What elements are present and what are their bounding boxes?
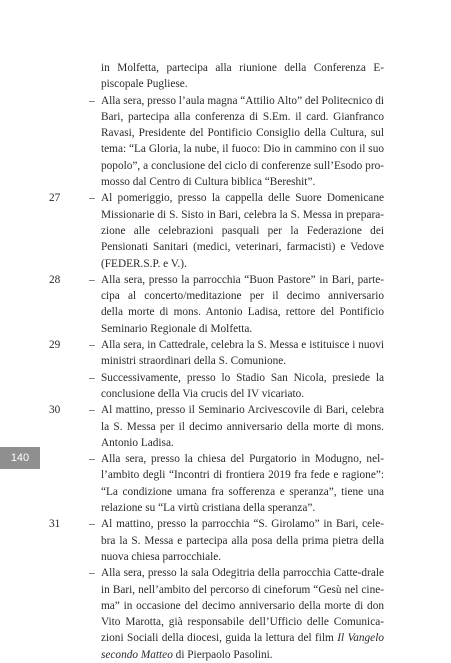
- text-row: [0, 370, 451, 386]
- text-row: [0, 109, 451, 125]
- text-row: [0, 500, 451, 516]
- text-segment: zioni Sociali della diocesi, guida la lettura del film: [101, 632, 338, 645]
- text-line: [101, 60, 384, 76]
- page-number-badge: 140: [0, 447, 40, 469]
- text-segment: cipa al concerto/meditazione per il decimo anniversario: [101, 290, 384, 303]
- text-row: [0, 484, 451, 500]
- text-segment: piscopale Pugliese.: [101, 78, 188, 91]
- text-line: [101, 419, 384, 435]
- text-row: [0, 125, 451, 141]
- text-row: [0, 60, 451, 76]
- text-segment: Alla sera, in Cattedrale, celebra la S. Messa e istituisce i nuovi: [101, 339, 384, 352]
- text-row: [0, 647, 451, 663]
- text-segment: Successivamente, presso lo Stadio San Nicola, presiede la: [101, 371, 384, 384]
- text-line: [101, 76, 384, 92]
- text-row: [0, 435, 451, 451]
- item-dash: –: [89, 339, 95, 352]
- text-row: [0, 141, 451, 157]
- text-line: [101, 223, 384, 239]
- text-line: [101, 647, 384, 663]
- text-segment: Alla sera, presso l’aula magna “Attilio Alto” del Politecnico di: [101, 94, 384, 107]
- text-row: [0, 565, 451, 581]
- text-segment: zione alle celebrazioni pasquali per la Federazione dei: [101, 224, 384, 237]
- text-line: [101, 158, 384, 174]
- text-segment: (FEDER.S.P. e V.).: [101, 257, 187, 270]
- text-line: [101, 402, 384, 418]
- text-segment: in Molfetta, partecipa alla riunione della Conferenza E-: [101, 62, 384, 74]
- text-segment: Alla sera, presso la parrocchia “Buon Pastore” in Bari, parte-: [101, 273, 384, 286]
- item-dash: –: [89, 371, 95, 384]
- text-row: [0, 272, 451, 288]
- text-row: [0, 288, 451, 304]
- text-line: [101, 582, 384, 598]
- entry-date: 30: [49, 404, 61, 417]
- entry-date: 31: [49, 518, 61, 531]
- text-row: [0, 190, 451, 206]
- film-title: Il Vangelo: [337, 632, 384, 645]
- text-line: [101, 93, 384, 109]
- text-line: [101, 337, 384, 353]
- text-row: [0, 533, 451, 549]
- text-row: [0, 337, 451, 353]
- text-row: [0, 304, 451, 320]
- text-segment: della morte di mons. Antonio Ladisa, rettore del Pontificio: [101, 306, 384, 319]
- text-row: [0, 76, 451, 92]
- text-segment: Missionarie di S. Sisto in Bari, celebra la S. Messa in prepara-: [101, 208, 384, 221]
- text-row: [0, 223, 451, 239]
- item-dash: –: [89, 94, 95, 107]
- text-row: [0, 158, 451, 174]
- text-row: [0, 451, 451, 467]
- text-line: [101, 353, 384, 369]
- text-line: [101, 304, 384, 320]
- text-line: [101, 141, 384, 157]
- text-line: [101, 565, 384, 581]
- text-segment: ma” in occasione del decimo anniversario della morte di don: [101, 599, 384, 612]
- text-lines: [0, 60, 451, 663]
- text-segment: in Bari, nell’ambito del percorso di cineforum “Gesù nel cine-: [101, 583, 384, 596]
- entry-date: 28: [49, 273, 61, 286]
- text-line: [101, 614, 384, 630]
- text-segment: di Pierpaolo Pasolini.: [172, 648, 273, 661]
- text-segment: Vito Marotta, già responsabile dell’Ufficio delle Comunica-: [101, 616, 384, 629]
- item-dash: –: [89, 518, 95, 531]
- text-row: [0, 174, 451, 190]
- text-line: [101, 272, 384, 288]
- text-segment: Al pomeriggio, presso la cappella delle Suore Domenicane: [101, 192, 384, 205]
- text-segment: Alla sera, presso la chiesa del Purgatorio in Modugno, nel-: [101, 453, 384, 466]
- text-line: [101, 321, 384, 337]
- text-row: [0, 402, 451, 418]
- film-title: secondo Matteo: [101, 648, 173, 661]
- item-dash: –: [89, 192, 95, 205]
- text-line: [101, 500, 384, 516]
- text-line: [101, 451, 384, 467]
- text-segment: relazione su “La virtù cristiana della speranza”.: [101, 502, 316, 515]
- text-line: [101, 190, 384, 206]
- text-line: [101, 174, 384, 190]
- text-line: [101, 598, 384, 614]
- text-segment: Bari, partecipa alla conferenza di S.Em. il card. Gianfranco: [101, 110, 384, 123]
- text-row: [0, 516, 451, 532]
- text-segment: nuova chiesa parrocchiale.: [101, 550, 222, 563]
- text-segment: Alla sera, presso la sala Odegitria della parrocchia Catte-drale: [101, 567, 384, 580]
- page-body: [0, 60, 451, 663]
- text-row: [0, 353, 451, 369]
- text-segment: Al mattino, presso la parrocchia “S. Girolamo” in Bari, cele-: [101, 518, 384, 531]
- text-line: [101, 516, 384, 532]
- text-segment: Seminario Regionale di Molfetta.: [101, 322, 253, 335]
- text-segment: popolo”, a conclusione del ciclo di conferenze sull’Esodo pro-: [101, 159, 384, 172]
- text-line: [101, 533, 384, 549]
- text-row: [0, 93, 451, 109]
- item-dash: –: [89, 273, 95, 286]
- text-segment: Pensionati Sanitari (medici, veterinari, farmacisti) e Vedove: [101, 241, 384, 254]
- text-row: [0, 467, 451, 483]
- text-line: [101, 207, 384, 223]
- text-line: [101, 386, 384, 402]
- text-row: [0, 386, 451, 402]
- text-row: [0, 582, 451, 598]
- text-line: [101, 467, 384, 483]
- text-segment: l’ambito degli “Incontri di frontiera 2019 fra fede e ragione”:: [101, 469, 384, 482]
- text-line: [101, 125, 384, 141]
- entry-date: 29: [49, 339, 61, 352]
- text-line: [101, 239, 384, 255]
- text-segment: tema: “La Gloria, la nube, il fuoco: Dio in cammino con il suo: [101, 143, 384, 156]
- text-line: [101, 630, 384, 646]
- text-row: [0, 614, 451, 630]
- item-dash: –: [89, 567, 95, 580]
- text-line: [101, 109, 384, 125]
- text-row: [0, 207, 451, 223]
- text-line: [101, 370, 384, 386]
- text-row: [0, 419, 451, 435]
- entry-date: 27: [49, 192, 61, 205]
- text-segment: mosso dal Centro di Cultura biblica “Bereshit”.: [101, 176, 316, 189]
- text-row: [0, 321, 451, 337]
- item-dash: –: [89, 453, 95, 466]
- item-dash: –: [89, 404, 95, 417]
- text-line: [101, 435, 384, 451]
- text-line: [101, 256, 384, 272]
- text-segment: “La condizione umana fra sofferenza e speranza”, tiene una: [101, 485, 384, 498]
- text-line: [101, 549, 384, 565]
- text-row: [0, 256, 451, 272]
- text-segment: ministri straordinari della S. Comunione.: [101, 355, 287, 368]
- text-segment: Ravasi, Presidente del Pontificio Consiglio della Cultura, sul: [101, 127, 384, 140]
- text-segment: bra la S. Messa e partecipa alla posa della prima pietra della: [101, 534, 384, 547]
- text-row: [0, 549, 451, 565]
- text-row: [0, 630, 451, 646]
- text-line: [101, 288, 384, 304]
- text-segment: conclusione della Via crucis del IV vicariato.: [101, 387, 305, 400]
- text-segment: Al mattino, presso il Seminario Arcivescovile di Bari, celebra: [101, 404, 384, 417]
- text-row: [0, 598, 451, 614]
- text-row: [0, 239, 451, 255]
- text-segment: la S. Messa per il decimo anniversario della morte di mons.: [101, 420, 384, 433]
- text-segment: Antonio Ladisa.: [101, 436, 174, 449]
- text-line: [101, 484, 384, 500]
